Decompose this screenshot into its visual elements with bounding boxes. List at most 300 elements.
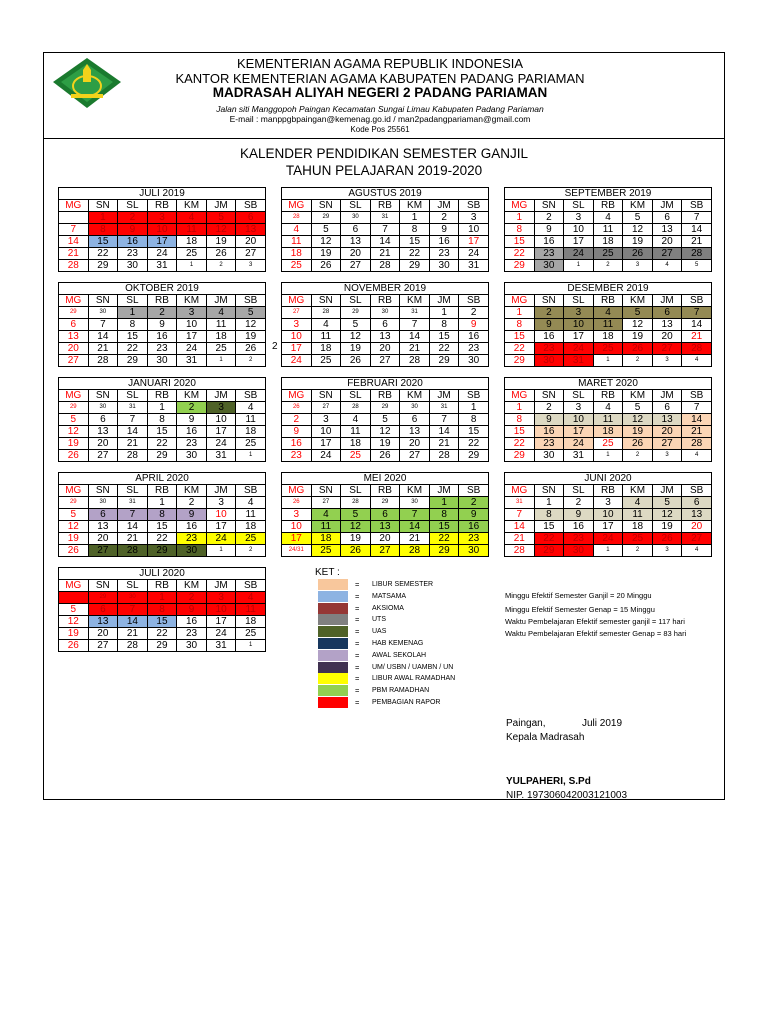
day-header: RB <box>370 485 400 497</box>
date-cell: 2 <box>177 592 207 604</box>
date-cell: 28 <box>118 640 148 652</box>
date-cell: 18 <box>593 426 623 438</box>
day-header: RB <box>147 390 177 402</box>
day-header: KM <box>623 390 653 402</box>
legend-swatch <box>318 685 348 696</box>
date-cell: 5 <box>623 212 653 224</box>
date-cell: 6 <box>400 414 430 426</box>
date-cell: 17 <box>147 236 177 248</box>
date-cell: 18 <box>593 236 623 248</box>
legend-item <box>318 626 518 638</box>
date-cell: 11 <box>206 319 236 331</box>
date-cell: 2 <box>564 497 594 509</box>
date-cell: 26 <box>623 343 653 355</box>
day-header: SL <box>118 580 148 592</box>
date-cell: 20 <box>88 628 118 640</box>
date-cell: 13 <box>341 236 371 248</box>
date-cell: 31 <box>505 497 535 509</box>
date-cell: 10 <box>147 224 177 236</box>
date-cell: 8 <box>400 224 430 236</box>
day-header: KM <box>177 295 207 307</box>
date-cell: 10 <box>593 509 623 521</box>
date-cell: 30 <box>177 545 207 557</box>
date-cell: 6 <box>59 319 89 331</box>
date-cell: 30 <box>147 355 177 367</box>
date-cell: 23 <box>534 248 564 260</box>
date-cell: 29 <box>429 545 459 557</box>
date-cell: 8 <box>429 319 459 331</box>
date-cell: 22 <box>147 628 177 640</box>
date-cell: 19 <box>236 331 266 343</box>
date-cell: 18 <box>311 343 341 355</box>
date-cell: 4 <box>341 414 371 426</box>
date-cell: 2 <box>623 450 653 462</box>
legend-swatch <box>318 697 348 708</box>
date-cell: 28 <box>59 592 89 604</box>
legend-label: MATSAMA <box>372 592 407 600</box>
legend-item <box>318 591 518 603</box>
date-cell: 25 <box>206 343 236 355</box>
date-cell: 19 <box>652 521 682 533</box>
day-header: JM <box>429 390 459 402</box>
day-header: SB <box>682 390 712 402</box>
date-cell: 24 <box>459 248 489 260</box>
legend-item <box>318 697 518 709</box>
day-header: SL <box>564 200 594 212</box>
legend-item <box>318 650 518 662</box>
day-header: SB <box>236 200 266 212</box>
date-cell: 28 <box>88 355 118 367</box>
date-cell: 19 <box>623 331 653 343</box>
date-cell: 6 <box>370 509 400 521</box>
date-cell: 27 <box>652 343 682 355</box>
date-cell: 16 <box>459 331 489 343</box>
day-header: SL <box>341 390 371 402</box>
date-cell: 14 <box>118 521 148 533</box>
date-cell: 21 <box>118 533 148 545</box>
date-cell: 10 <box>564 414 594 426</box>
date-cell: 22 <box>147 438 177 450</box>
day-header: KM <box>177 390 207 402</box>
date-cell: 20 <box>652 331 682 343</box>
date-cell: 29 <box>505 260 535 272</box>
date-cell: 15 <box>88 236 118 248</box>
date-cell: 20 <box>88 438 118 450</box>
date-cell: 3 <box>564 307 594 319</box>
day-header: MG <box>505 485 535 497</box>
date-cell: 24 <box>564 343 594 355</box>
date-cell: 12 <box>59 521 89 533</box>
date-cell: 25 <box>593 438 623 450</box>
legend-swatch <box>318 626 348 637</box>
date-cell: 23 <box>177 438 207 450</box>
date-cell: 28 <box>429 450 459 462</box>
date-cell: 22 <box>88 248 118 260</box>
day-header: RB <box>147 295 177 307</box>
date-cell: 22 <box>429 533 459 545</box>
legend-swatch <box>318 638 348 649</box>
date-cell: 28 <box>682 438 712 450</box>
date-cell: 1 <box>564 260 594 272</box>
date-cell: 22 <box>118 343 148 355</box>
date-cell: 14 <box>118 426 148 438</box>
day-header: MG <box>505 200 535 212</box>
date-cell: 18 <box>236 616 266 628</box>
date-cell: 13 <box>88 616 118 628</box>
header-address: Jalan siti Manggopoh Paingan Kecamatan Sungai Limau Kabupaten Padang Pariaman <box>216 104 544 114</box>
date-cell: 17 <box>206 426 236 438</box>
legend-swatch <box>318 673 348 684</box>
date-cell: 3 <box>206 497 236 509</box>
date-cell: 12 <box>59 616 89 628</box>
note-effective-weeks-odd: Minggu Efektif Semester Ganjil = 20 Minggu <box>505 591 652 600</box>
date-cell: 30 <box>534 450 564 462</box>
date-cell: 22 <box>400 248 430 260</box>
date-cell: 6 <box>370 319 400 331</box>
date-cell: 27 <box>400 450 430 462</box>
legend-equals: = <box>355 603 360 613</box>
date-cell: 1 <box>236 640 266 652</box>
legend-equals: = <box>355 627 360 637</box>
header-postcode: Kode Pos 25561 <box>350 125 410 134</box>
day-header: RB <box>370 390 400 402</box>
date-cell: 15 <box>505 331 535 343</box>
date-cell: 17 <box>282 533 312 545</box>
day-header: SL <box>564 485 594 497</box>
date-cell: 30 <box>118 260 148 272</box>
date-cell: 3 <box>652 355 682 367</box>
date-cell: 12 <box>311 236 341 248</box>
date-cell: 26 <box>282 402 312 414</box>
date-cell: 5 <box>59 414 89 426</box>
date-cell: 1 <box>88 212 118 224</box>
date-cell: 6 <box>652 212 682 224</box>
date-cell: 9 <box>459 319 489 331</box>
day-header: SB <box>459 485 489 497</box>
legend-item <box>318 614 518 626</box>
legend-swatch <box>318 614 348 625</box>
date-cell: 3 <box>459 212 489 224</box>
month-calendar <box>58 472 266 556</box>
date-cell: 27 <box>682 533 712 545</box>
date-cell: 2 <box>177 402 207 414</box>
date-cell: 22 <box>459 438 489 450</box>
date-cell: 10 <box>564 224 594 236</box>
date-cell: 24 <box>593 533 623 545</box>
day-header: SL <box>118 390 148 402</box>
date-cell: 17 <box>593 521 623 533</box>
date-cell: 30 <box>341 212 371 224</box>
date-cell: 15 <box>459 426 489 438</box>
note-effective-days-even: Waktu Pembelajaran Efektif semester Genap = 83 hari <box>505 629 687 638</box>
day-header: RB <box>593 390 623 402</box>
day-header: RB <box>593 485 623 497</box>
date-cell: 6 <box>88 509 118 521</box>
day-header: MG <box>59 580 89 592</box>
legend-equals: = <box>355 686 360 696</box>
date-cell: 25 <box>341 450 371 462</box>
date-cell: 21 <box>370 248 400 260</box>
day-header: SL <box>341 485 371 497</box>
date-cell: 17 <box>282 343 312 355</box>
date-cell: 20 <box>652 236 682 248</box>
date-cell: 30 <box>88 497 118 509</box>
date-cell: 3 <box>564 212 594 224</box>
day-header: JM <box>206 295 236 307</box>
date-cell: 4 <box>311 509 341 521</box>
signature-place: Paingan, <box>506 718 546 729</box>
date-cell: 21 <box>400 533 430 545</box>
day-header: RB <box>147 200 177 212</box>
day-header: KM <box>400 485 430 497</box>
date-cell: 24 <box>147 248 177 260</box>
date-cell: 9 <box>534 319 564 331</box>
day-header: KM <box>177 485 207 497</box>
date-cell: 7 <box>118 509 148 521</box>
date-cell: 28 <box>59 260 89 272</box>
date-cell: 28 <box>505 545 535 557</box>
month-title: JULI 2020 <box>59 568 266 580</box>
day-header: SB <box>459 390 489 402</box>
day-header: JM <box>652 485 682 497</box>
date-cell: 13 <box>652 224 682 236</box>
date-cell: 5 <box>311 224 341 236</box>
date-cell: 22 <box>147 533 177 545</box>
date-cell: 24 <box>564 438 594 450</box>
month-calendar <box>504 472 712 556</box>
legend-swatch <box>318 591 348 602</box>
date-cell: 9 <box>564 509 594 521</box>
date-cell: 29 <box>370 402 400 414</box>
date-cell: 24/31 <box>282 545 312 557</box>
month-title: JANUARI 2020 <box>59 378 266 390</box>
date-cell: 9 <box>282 426 312 438</box>
date-cell: 23 <box>534 438 564 450</box>
date-cell: 11 <box>341 426 371 438</box>
day-header: MG <box>505 390 535 402</box>
date-cell: 24 <box>177 343 207 355</box>
month-title: SEPTEMBER 2019 <box>505 188 712 200</box>
day-header: JM <box>429 200 459 212</box>
date-cell: 20 <box>236 236 266 248</box>
date-cell: 9 <box>534 224 564 236</box>
date-cell: 14 <box>682 224 712 236</box>
date-cell: 21 <box>682 426 712 438</box>
legend-label: LIBUR AWAL RAMADHAN <box>372 675 456 683</box>
date-cell: 26 <box>206 248 236 260</box>
date-cell: 15 <box>147 616 177 628</box>
date-cell: 2 <box>206 260 236 272</box>
date-cell: 26 <box>341 545 371 557</box>
date-cell: 4 <box>177 212 207 224</box>
day-header: SN <box>311 295 341 307</box>
day-header: SB <box>236 580 266 592</box>
date-cell: 8 <box>118 319 148 331</box>
date-cell: 11 <box>236 414 266 426</box>
date-cell: 7 <box>429 414 459 426</box>
month-title: MEI 2020 <box>282 473 489 485</box>
date-cell: 28 <box>400 355 430 367</box>
date-cell: 16 <box>282 438 312 450</box>
day-header: JM <box>652 295 682 307</box>
date-cell: 31 <box>147 260 177 272</box>
date-cell: 1 <box>177 260 207 272</box>
date-cell: 18 <box>282 248 312 260</box>
signature-nip: NIP. 197306042003121003 <box>506 790 628 801</box>
date-cell: 28 <box>282 212 312 224</box>
date-cell: 21 <box>118 438 148 450</box>
date-cell: 31 <box>206 450 236 462</box>
date-cell: 29 <box>370 497 400 509</box>
date-cell: 4 <box>236 402 266 414</box>
date-cell: 27 <box>370 545 400 557</box>
date-cell: 29 <box>147 640 177 652</box>
date-cell: 3 <box>177 307 207 319</box>
date-cell: 29 <box>400 260 430 272</box>
date-cell: 24 <box>311 450 341 462</box>
date-cell: 6 <box>341 224 371 236</box>
date-cell: 29 <box>341 307 371 319</box>
date-cell: 2 <box>147 307 177 319</box>
date-cell: 12 <box>623 224 653 236</box>
date-cell: 1 <box>505 212 535 224</box>
date-cell: 21 <box>682 331 712 343</box>
date-cell: 2 <box>118 212 148 224</box>
date-cell: 27 <box>88 640 118 652</box>
legend-equals: = <box>355 639 360 648</box>
date-cell: 10 <box>311 426 341 438</box>
date-cell: 1 <box>400 212 430 224</box>
date-cell: 15 <box>505 426 535 438</box>
date-cell: 25 <box>593 343 623 355</box>
date-cell: 29 <box>59 497 89 509</box>
date-cell: 25 <box>311 355 341 367</box>
date-cell: 23 <box>534 343 564 355</box>
date-cell: 25 <box>623 533 653 545</box>
date-cell: 16 <box>177 616 207 628</box>
date-cell: 2 <box>177 497 207 509</box>
date-cell: 9 <box>147 319 177 331</box>
date-cell: 10 <box>282 521 312 533</box>
day-header: SN <box>311 200 341 212</box>
day-header: SB <box>236 295 266 307</box>
date-cell: 25 <box>282 260 312 272</box>
date-cell: 13 <box>370 521 400 533</box>
date-cell: 2 <box>623 545 653 557</box>
date-cell: 3 <box>652 545 682 557</box>
date-cell: 14 <box>118 616 148 628</box>
date-cell: 30 <box>564 545 594 557</box>
day-header: SB <box>682 200 712 212</box>
date-cell: 7 <box>118 414 148 426</box>
date-cell: 1 <box>459 402 489 414</box>
date-cell: 19 <box>59 438 89 450</box>
date-cell: 12 <box>59 426 89 438</box>
date-cell: 21 <box>682 236 712 248</box>
date-cell: 6 <box>236 212 266 224</box>
day-header: SN <box>311 390 341 402</box>
date-cell: 30 <box>88 307 118 319</box>
legend-heading: KET : <box>315 567 340 578</box>
date-cell: 23 <box>459 533 489 545</box>
date-cell: 30 <box>459 355 489 367</box>
date-cell: 17 <box>564 331 594 343</box>
month-title: MARET 2020 <box>505 378 712 390</box>
date-cell: 10 <box>206 414 236 426</box>
day-header: MG <box>282 295 312 307</box>
date-cell: 30 <box>177 640 207 652</box>
day-header: JM <box>652 200 682 212</box>
legend-item <box>318 685 518 697</box>
date-cell: 4 <box>236 497 266 509</box>
date-cell: 28 <box>682 343 712 355</box>
date-cell: 6 <box>652 307 682 319</box>
date-cell: 30 <box>429 260 459 272</box>
date-cell: 6 <box>88 604 118 616</box>
date-cell: 8 <box>429 509 459 521</box>
date-cell: 19 <box>59 628 89 640</box>
legend-label: AWAL SEKOLAH <box>372 651 427 659</box>
day-header: MG <box>59 200 89 212</box>
date-cell: 17 <box>311 438 341 450</box>
date-cell: 9 <box>534 414 564 426</box>
header-divider <box>43 138 725 139</box>
date-cell: 13 <box>370 331 400 343</box>
day-header: KM <box>623 485 653 497</box>
date-cell: 4 <box>593 307 623 319</box>
date-cell: 3 <box>564 402 594 414</box>
date-cell: 7 <box>88 319 118 331</box>
date-cell: 17 <box>564 426 594 438</box>
date-cell: 13 <box>682 509 712 521</box>
day-header: SL <box>118 485 148 497</box>
date-cell: 2 <box>593 260 623 272</box>
header-email: E-mail : manppgbpaingan@kemenag.go.id / man2padangpariaman@gmail.com <box>229 114 531 124</box>
date-cell: 27 <box>88 450 118 462</box>
date-cell: 23 <box>282 450 312 462</box>
date-cell: 16 <box>459 521 489 533</box>
day-header: SL <box>564 295 594 307</box>
date-cell: 5 <box>59 604 89 616</box>
date-cell: 11 <box>236 604 266 616</box>
date-cell: 4 <box>311 319 341 331</box>
date-cell: 11 <box>593 224 623 236</box>
note-effective-days-odd: Waktu Pembelajaran Efektif semester ganjil = 117 hari <box>505 617 685 626</box>
date-cell: 8 <box>505 319 535 331</box>
date-cell: 18 <box>236 521 266 533</box>
date-cell: 5 <box>682 260 712 272</box>
month-calendar <box>504 377 712 461</box>
month-title: APRIL 2020 <box>59 473 266 485</box>
date-cell: 25 <box>236 533 266 545</box>
day-header: KM <box>623 295 653 307</box>
date-cell: 17 <box>177 331 207 343</box>
day-header: SN <box>88 390 118 402</box>
date-cell: 21 <box>59 248 89 260</box>
date-cell: 7 <box>400 319 430 331</box>
date-cell: 27 <box>88 545 118 557</box>
date-cell: 20 <box>88 533 118 545</box>
date-cell: 4 <box>623 497 653 509</box>
date-cell: 12 <box>370 426 400 438</box>
date-cell: 31 <box>370 212 400 224</box>
date-cell: 9 <box>177 414 207 426</box>
month-title: OKTOBER 2019 <box>59 283 266 295</box>
legend-label: UTS <box>372 616 386 624</box>
date-cell: 27 <box>311 402 341 414</box>
date-cell: 28 <box>341 497 371 509</box>
date-cell: 1 <box>593 355 623 367</box>
